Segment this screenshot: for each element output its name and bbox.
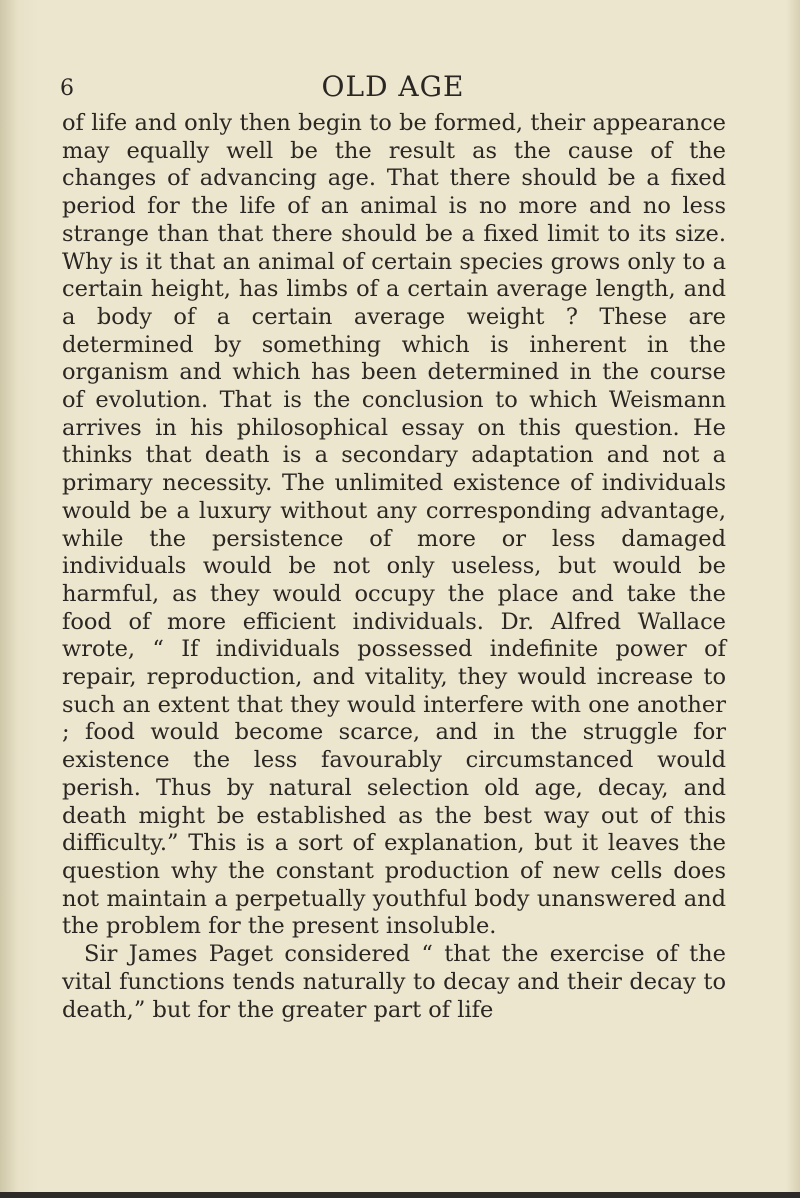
paragraph: of life and only then begin to be formed, their appearance may equally well be the result as the cause of the changes of advancing age. That there should be a fixed period for the life of an animal is no more and no less strange than that there should be a fixed limit to its size. Why is it that an animal of certain species grows only to a certain height, has limbs of a certain average length, and a body of a certain average weight ? These are determined by something which is inherent in the organism and which has been determined in the course of evolution. That is the conclusion to which Weismann arrives in his philosophical essay on this question. He thinks that death is a secondary adaptation and not a primary necessity. The unlimited existence of individuals would be a luxury without any corresponding advantage, while the persistence of more or less damaged individuals would be not only useless, but would be harmful, as they would occupy the place and take the food of more efficient individuals. Dr. Alfred Wallace wrote, “ If individuals possessed indefinite power of repair, reproduction, and vitality, they would increase to such an extent that they would interfere with one another ; food would become scarce, and in the struggle for existence the less favourably circumstanced would perish. Thus by natural selection old age, decay, and death might be established as the best way out of this difficulty.” This is a sort of explanation, but it leaves the question why the constant production of new cells does not maintain a perpetually youthful body unanswered and the problem for the present insoluble. <box>62 110 726 940</box>
bottom-edge <box>0 1192 800 1198</box>
body-text <box>62 110 726 1024</box>
running-head: OLD AGE <box>321 70 465 103</box>
page-header <box>60 70 726 110</box>
paragraph: Sir James Paget considered “ that the exercise of the vital functions tends naturally to decay and their decay to death,” but for the greater part of life <box>62 941 726 1023</box>
page-number: 6 <box>60 76 74 101</box>
